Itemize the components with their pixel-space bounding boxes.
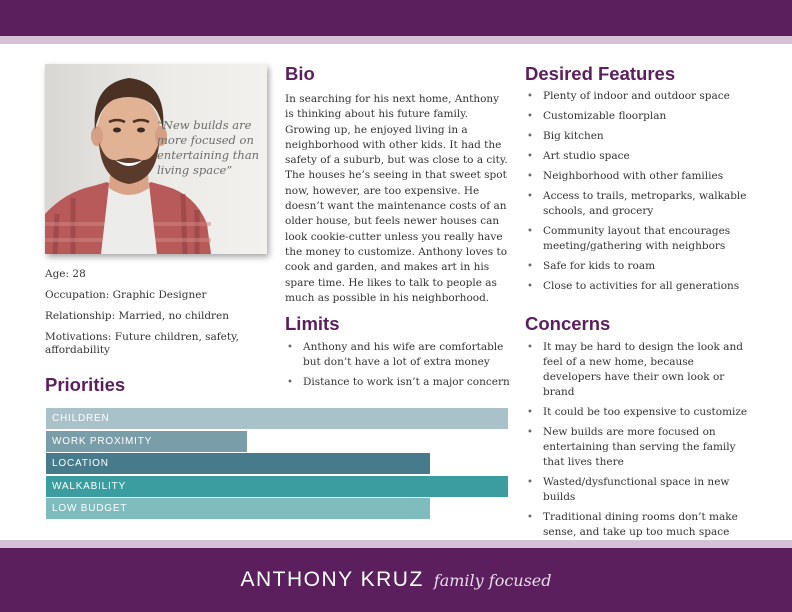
persona-photo bbox=[45, 64, 267, 254]
relationship-label: Relationship: bbox=[45, 310, 116, 322]
list-item: • Art studio space bbox=[525, 149, 751, 164]
footer-bar bbox=[0, 548, 792, 612]
persona-name: ANTHONY KRUZ bbox=[240, 568, 424, 591]
occupation-value: Graphic Designer bbox=[112, 289, 207, 301]
list-item: • It may be hard to design the look and feel of a new home, because developers have their own look or brand bbox=[525, 340, 753, 400]
list-item: • Access to trails, metroparks, walkable schools, and grocery bbox=[525, 189, 751, 219]
list-item: • It could be too expensive to customize bbox=[525, 405, 753, 420]
limits-list bbox=[285, 340, 511, 395]
footer-stripe bbox=[0, 540, 792, 548]
priority-bar bbox=[46, 498, 430, 519]
occupation-row bbox=[45, 289, 265, 302]
priority-bar-label: WALKABILITY bbox=[52, 480, 127, 492]
priority-bar-label: LOW BUDGET bbox=[52, 503, 128, 515]
bio-heading: Bio bbox=[285, 63, 315, 84]
motivations-value: Future children, safety, affordability bbox=[45, 331, 239, 356]
motivations-label: Motivations: bbox=[45, 331, 112, 343]
persona-tagline: family focused bbox=[433, 570, 552, 590]
list-item: • Customizable floorplan bbox=[525, 109, 751, 124]
persona-facts bbox=[45, 268, 265, 365]
relationship-row bbox=[45, 310, 265, 323]
list-item: • Wasted/dysfunctional space in new builds bbox=[525, 475, 753, 505]
priority-bar bbox=[46, 408, 508, 429]
priority-bar bbox=[46, 431, 247, 452]
header-stripe bbox=[0, 36, 792, 44]
priority-bar bbox=[46, 453, 430, 474]
priority-bar bbox=[46, 476, 508, 497]
list-item: • New builds are more focused on entertaining than serving the family that lives there bbox=[525, 425, 753, 470]
persona-quote: “New builds are more focused on entertaining than living space” bbox=[157, 118, 260, 177]
list-item: • Traditional dining rooms don’t make sense, and take up too much space bbox=[525, 510, 753, 540]
priority-bar-label: CHILDREN bbox=[52, 413, 110, 424]
header-bar bbox=[0, 0, 792, 36]
priority-bar-row bbox=[46, 452, 508, 475]
concerns-heading: Concerns bbox=[525, 313, 611, 334]
priority-bar-row bbox=[46, 407, 508, 430]
occupation-label: Occupation: bbox=[45, 289, 110, 301]
list-item: • Anthony and his wife are comfortable but don’t have a lot of extra money bbox=[285, 340, 511, 370]
list-item: • Safe for kids to roam bbox=[525, 259, 751, 274]
desired-features-heading: Desired Features bbox=[525, 63, 676, 84]
list-item: • Plenty of indoor and outdoor space bbox=[525, 89, 751, 104]
limits-heading: Limits bbox=[285, 313, 340, 334]
priority-bar-label: LOCATION bbox=[52, 458, 109, 470]
priority-bar-row bbox=[46, 430, 508, 453]
priority-bars bbox=[46, 407, 508, 520]
relationship-value: Married, no children bbox=[118, 310, 230, 322]
list-item: • Big kitchen bbox=[525, 129, 751, 144]
list-item: • Close to activities for all generations bbox=[525, 279, 751, 294]
concerns-list bbox=[525, 340, 753, 545]
age-label: Age: bbox=[45, 268, 70, 280]
motivations-row bbox=[45, 331, 265, 357]
list-item: • Distance to work isn’t a major concern bbox=[285, 375, 511, 390]
priority-bar-row bbox=[46, 497, 508, 520]
priorities-heading: Priorities bbox=[45, 374, 126, 395]
desired-features-list bbox=[525, 89, 751, 299]
bio-text: In searching for his next home, Anthony is thinking about his future family. Growing up, he enjoyed living in a neighborhood with other kids. It had the safety of a suburb, but was close to a city. The houses he’s seeing in that sweet spot now, however, are too expensive. He doesn’t want the maintenance costs of an older house, but feels newer houses can look cookie-cutter unless you really have the money to customize. Anthony loves to cook and garden, and makes art in his spare time. He likes to talk to people as much as possible in his neighborhood. bbox=[285, 93, 508, 304]
list-item: • Community layout that encourages meeting/gathering with neighbors bbox=[525, 224, 751, 254]
list-item: • Neighborhood with other families bbox=[525, 169, 751, 184]
age-row bbox=[45, 268, 265, 281]
age-value: 28 bbox=[72, 268, 86, 280]
priority-bar-row bbox=[46, 475, 508, 498]
priority-bar-label: WORK PROXIMITY bbox=[52, 435, 153, 447]
